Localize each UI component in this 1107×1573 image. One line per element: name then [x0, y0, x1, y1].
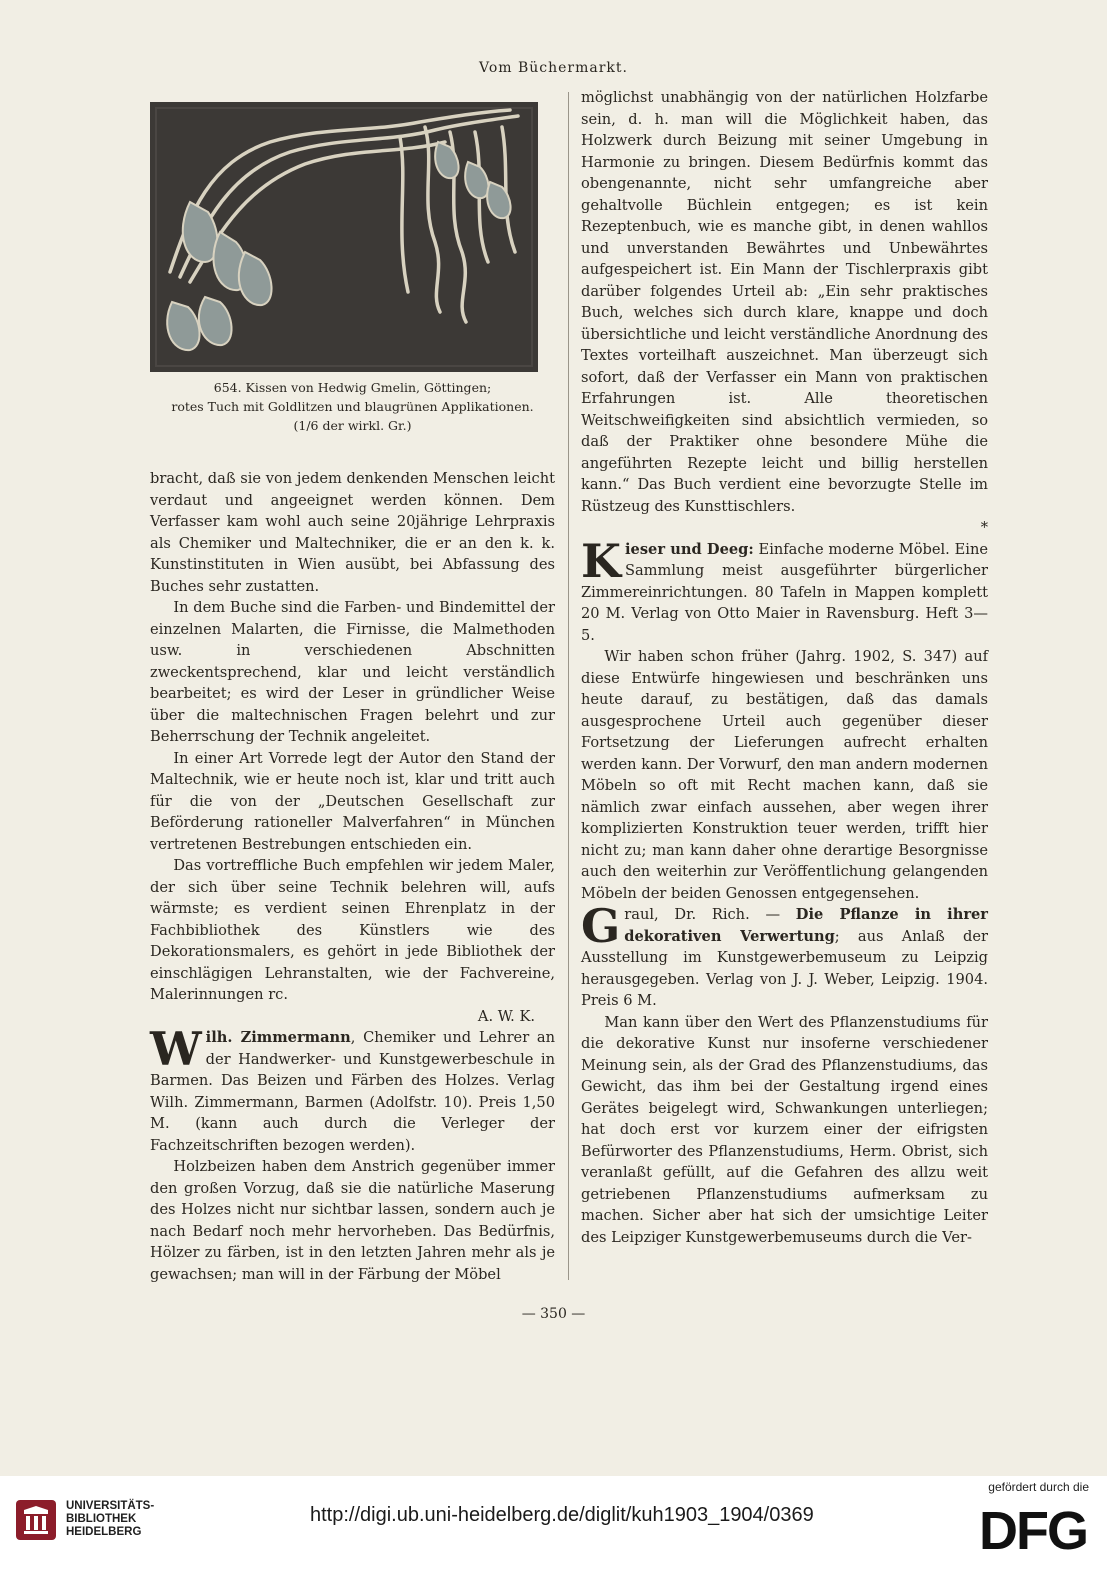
drop-cap: W: [150, 1022, 202, 1076]
paragraph: Holzbeizen haben dem Anstrich gegenüber immer den großen Vorzug, daß sie die natürliche Maserung des Holzes nicht nur sichtbar lassen, sondern auch je nach Bedarf noch mehr hervorheben. Das Bedürfnis, Hölzer zu färben, ist in den letzten Jahren mehr als je gewachsen; man will in der Färbung der Möbel: [150, 1158, 555, 1283]
library-name: [66, 1500, 154, 1539]
running-header: Vom Büchermarkt.: [479, 60, 628, 76]
caption-line-2: rotes Tuch mit Goldlitzen und blaugrünen Applikationen.: [171, 399, 534, 414]
column-divider: [568, 92, 569, 1280]
entry-title: Die Pflanze in ihrer dekorativen Verwertung: [624, 906, 988, 945]
library-name-line-3: HEIDELBERG: [66, 1526, 142, 1538]
entry-author: raul, Dr. Rich. —: [624, 906, 796, 923]
review-entry: [581, 533, 988, 647]
entry-author: ilh. Zimmermann: [205, 1029, 351, 1046]
section-star: *: [980, 519, 988, 536]
drop-cap: G: [581, 899, 621, 953]
entry-author: ieser und Deeg:: [624, 540, 754, 558]
review-entry: [150, 1022, 555, 1156]
entry-text: ; aus Anlaß der Ausstellung im Kunstgewerbemuseum zu Leipzig herausgegeben. Verlag von J. J. Weber, Leipzig. 1904. Preis 6 M.: [581, 927, 988, 1009]
review-entry: [581, 899, 988, 1012]
caption-line-1: 654. Kissen von Hedwig Gmelin, Göttingen;: [213, 380, 492, 395]
figure-caption: [150, 378, 555, 435]
funded-by-label: gefördert durch die: [988, 1480, 1089, 1494]
paragraph: In einer Art Vorrede legt der Autor den Stand der Maltechnik, wie er heute noch ist, klar und tritt auch für die von der „Deutschen Gesellschaft zur Beförderung rationeller Malverfahren“ in München vertretenen Bestrebungen entschieden ein.: [150, 749, 555, 853]
paragraph: Wir haben schon früher (Jahrg. 1902, S. 347) auf diese Entwürfe hingewiesen und beschränken uns heute darauf, zu bestätigen, daß das damals ausgesprochene Urteil auch gegenüber dieser Fortsetzung der Lieferungen aufrecht erhalten werden kann. Der Vorwurf, den man andern modernen Möbeln so oft mit Recht machen kann, daß sie nämlich zwar einfach aussehen, aber wegen ihrer komplizierten Konstruktion teuer werden, trifft hier nicht zu; man kann daher ohne derartige Besorgnisse auch den weiterhin zur Veröffentlichung gelangenden Möbeln der beiden Genossen entgegensehen.: [581, 648, 988, 902]
page-number: — 350 —: [521, 1306, 586, 1322]
paragraph: Das vortreffliche Buch empfehlen wir jedem Maler, der sich über seine Technik belehren will, aufs wärmste; es verdient seinen Ehrenplatz in der Fachbibliothek des Künstlers wie des Dekorationsmalers, es gehört in jede Bibliothek der einschlägigen Lehranstalten, wie der Fachvereine, Malerinnungen rc.: [150, 857, 555, 1003]
permalink-url[interactable]: http://digi.ub.uni-heidelberg.de/diglit/kuh1903_1904/0369: [310, 1504, 814, 1526]
left-column: [150, 468, 555, 1285]
right-column: [581, 87, 988, 1248]
author-signature: A. W. K.: [477, 1007, 535, 1025]
entry-text: , Chemiker und Lehrer an der Handwerker- und Kunstgewerbeschule in Barmen. Das Beizen und Färben des Holzes. Verlag Wilh. Zimmermann, Barmen (Adolfstr. 10). Preis 1,50 M. (kann auch durch die Verleger der Fachzeitschriften bezogen werden).: [150, 1029, 555, 1154]
digitization-footer: [0, 1476, 1107, 1573]
university-library-logo-icon: [14, 1498, 58, 1542]
cushion-illustration: [150, 102, 538, 372]
drop-cap: K: [581, 533, 621, 588]
paragraph: bracht, daß sie von jedem denkenden Menschen leicht verdaut und angeeignet werden können. Dem Verfasser kam wohl auch seine 20jährige Lehrpraxis als Chemiker und Maltechniker, die er an den k. k. Kunstinstituten in Wien ausübt, bei Abfassung des Buches sehr zustatten.: [150, 470, 555, 595]
cushion-image: [150, 102, 538, 372]
dfg-logo: DFG: [979, 1501, 1087, 1561]
library-name-line-2: BIBLIOTHEK: [66, 1513, 137, 1525]
paragraph: möglichst unabhängig von der natürlichen Holzfarbe sein, d. h. man will die Möglichkeit haben, das Holzwerk durch Beizung mit seiner Umgebung in Harmonie zu bringen. Diesem Bedürfnis kommt das obengenannte, nicht sehr umfangreiche aber gehaltvolle Büchlein entgegen; es ist kein Rezeptenbuch, wie es manche gibt, in denen wahllos und unverstanden Bewährtes und Unbewährtes aufgespeichert ist. Ein Mann der Tischlerpraxis gibt darüber folgendes Urteil ab: „Ein sehr praktisches Buch, welches sich durch klare, knappe und doch übersichtliche und leicht verständliche Anordnung des Textes vorteilhaft auszeichnet. Man überzeugt sich sofort, daß der Verfasser ein Mann von praktischen Erfahrungen ist. Alle theoretischen Weitschweifigkeiten sind absichtlich vermieden, so daß der Praktiker ohne besondere Mühe die angeführten Rezepte leicht und billig herstellen kann.“ Das Buch verdient eine bevorzugte Stelle im Rüstzeug des Kunsttischlers.: [581, 89, 988, 515]
library-name-line-1: UNIVERSITÄTS-: [66, 1500, 155, 1512]
paragraph: In dem Buche sind die Farben- und Bindemittel der einzelnen Malarten, die Firnisse, die Malmethoden usw. in verschiedenen Abschnitten zweckentsprechend, klar und leicht verständlich bearbeitet; es wird der Leser in gründlicher Weise über die maltechnischen Fragen belehrt und zur Beherrschung der Technik angeleitet.: [150, 599, 555, 745]
entry-text: Einfache moderne Möbel. Eine Sammlung meist ausgeführter bürgerlicher Zimmereinrichtungen. 80 Tafeln in Mappen komplett 20 M. Verlag von Otto Maier in Ravensburg. Heft 3—5.: [581, 540, 988, 644]
caption-line-3: (1/6 der wirkl. Gr.): [293, 418, 412, 433]
paragraph: Man kann über den Wert des Pflanzenstudiums für die dekorative Kunst nur insoferne verschiedener Meinung sein, als der Grad des Pflanzenstudiums, das Gewicht, das ihm bei der Gestaltung irgend eines Gerätes beigelegt wird, Schwankungen unterliegen; hat doch erst vor kurzem einer der eifrigsten Befürworter des Pflanzenstudiums, Herm. Obrist, sich veranlaßt gefüllt, auf die Gefahren des allzu weit getriebenen Pflanzenstudiums aufmerksam zu machen. Sicher aber hat sich der umsichtige Leiter des Leipziger Kunstgewerbemuseums durch die Ver-: [581, 1013, 988, 1246]
